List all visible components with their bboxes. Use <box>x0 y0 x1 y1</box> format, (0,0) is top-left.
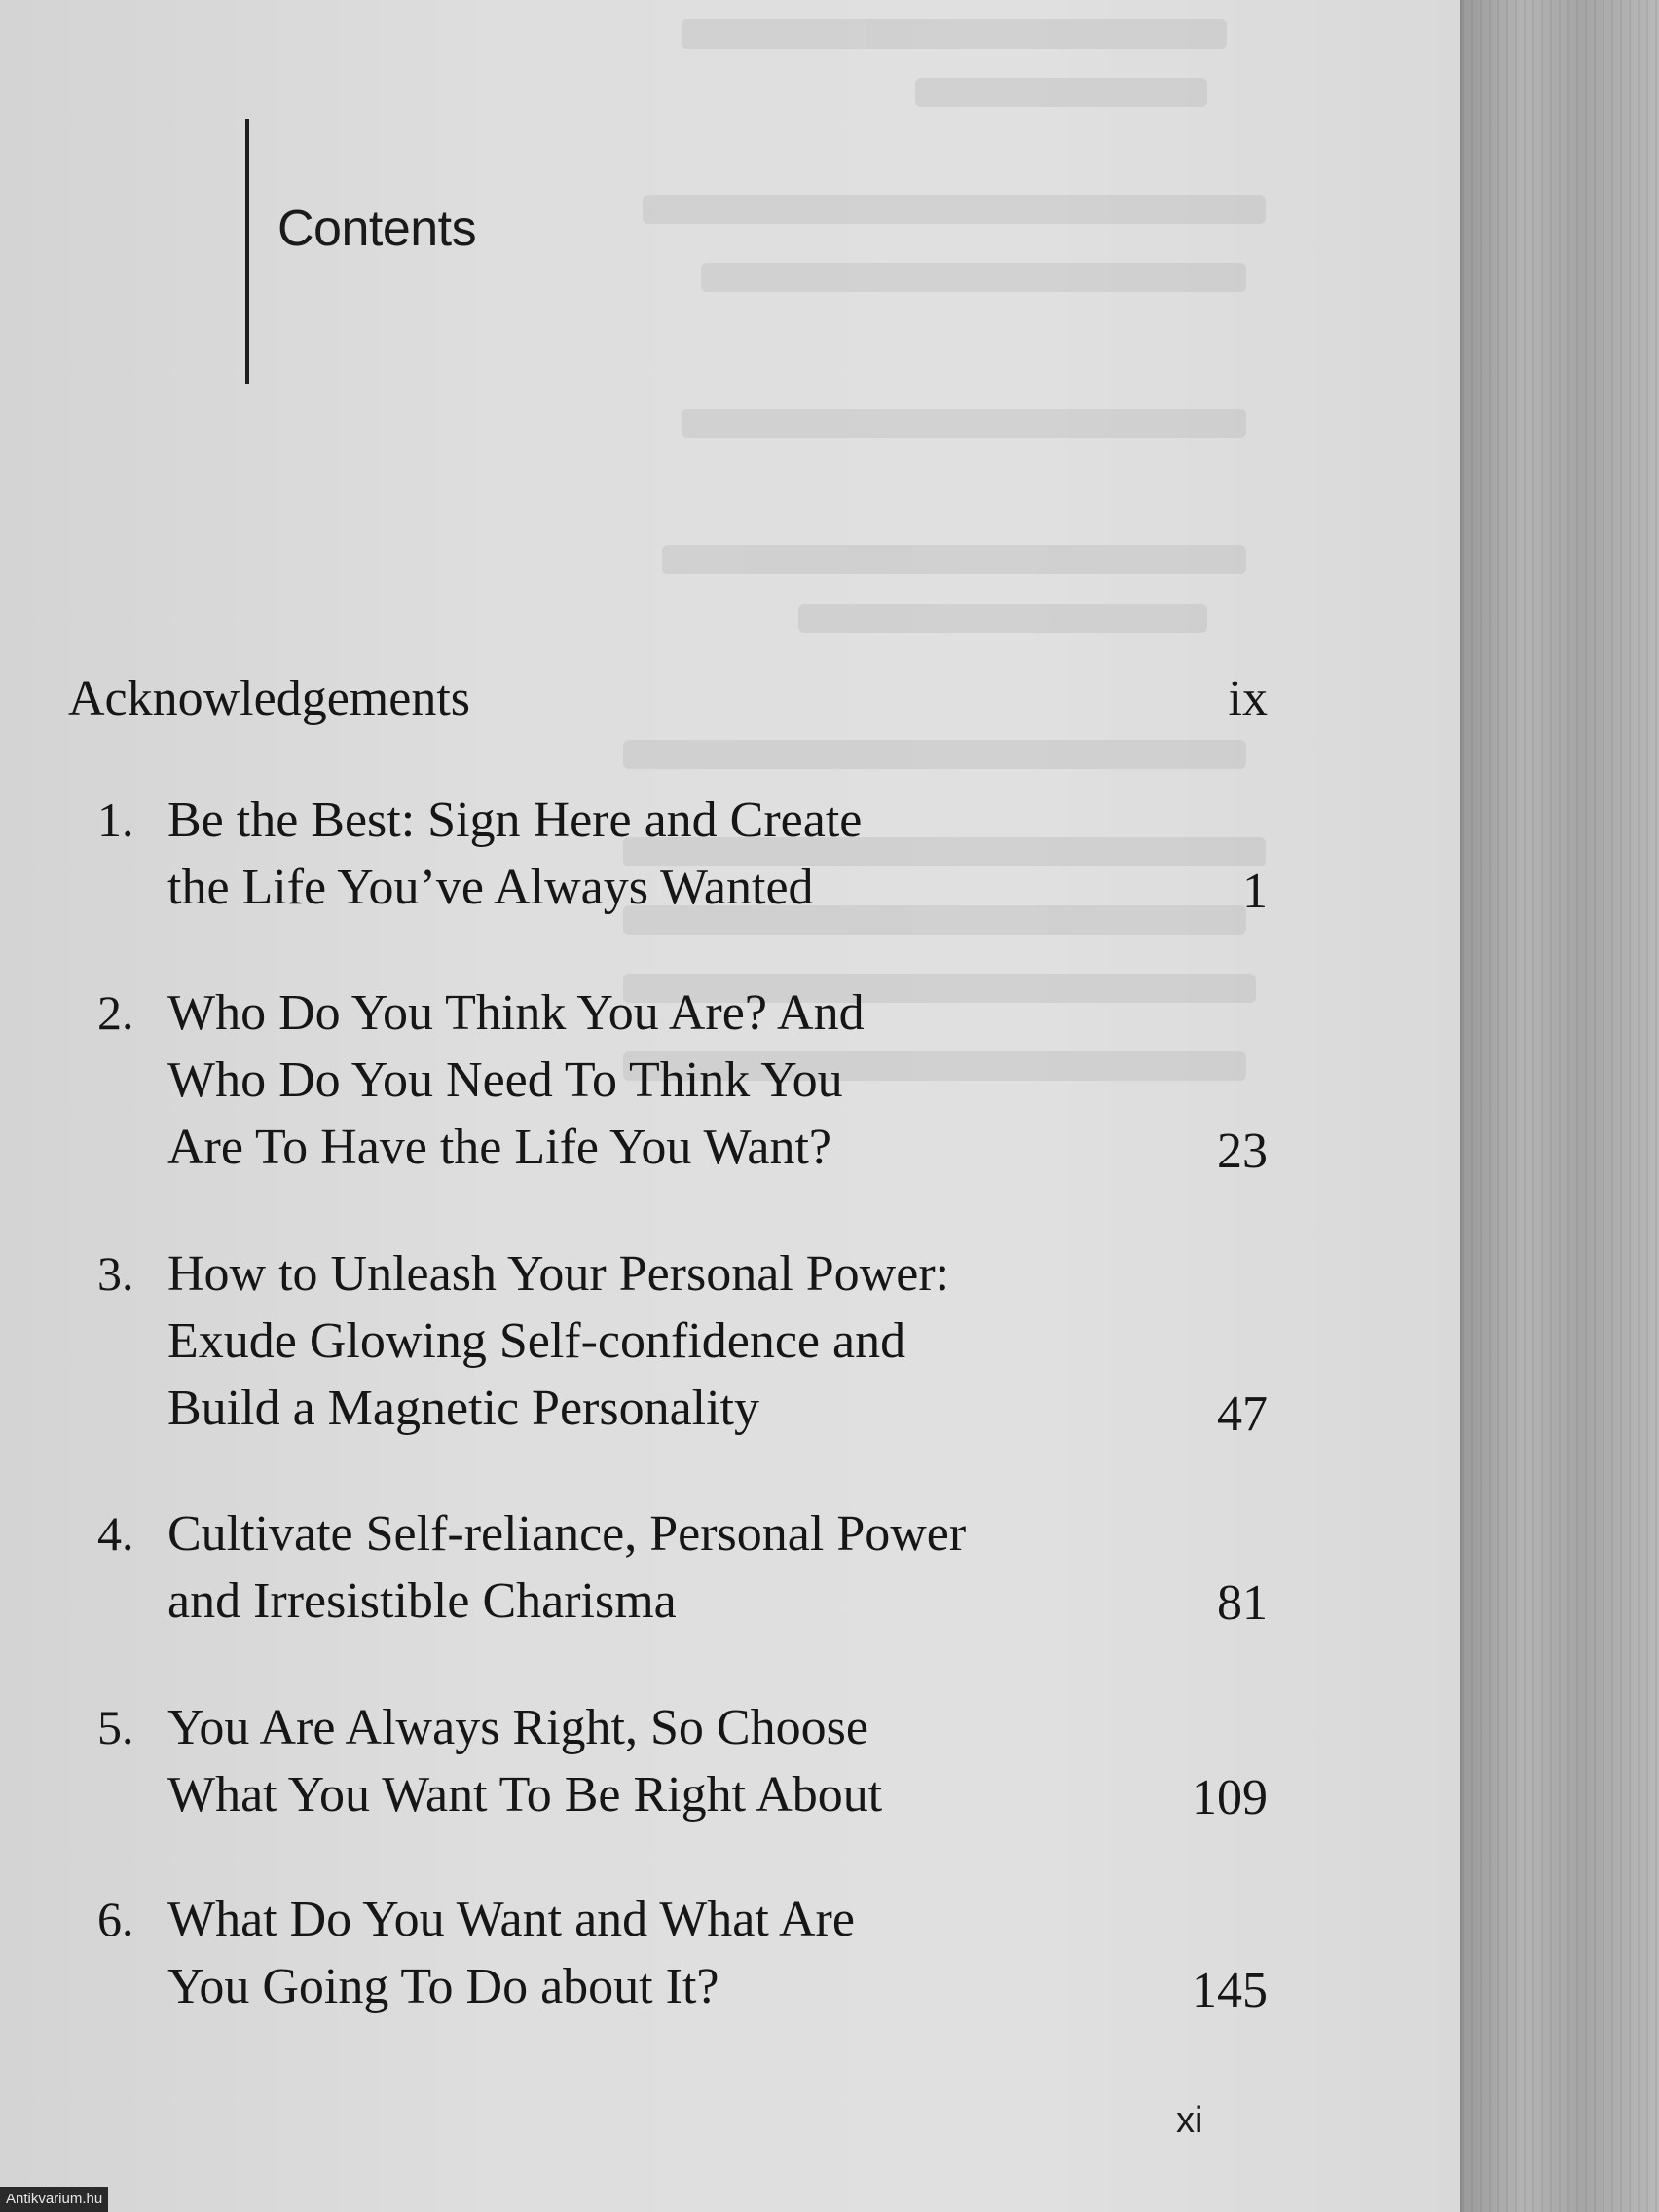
toc-chapter-2-line-3: Are To Have the Life You Want? <box>167 1120 831 1175</box>
toc-entry-acknowledgements-page: ix <box>1228 671 1268 726</box>
toc-chapter-6-line-1: What Do You Want and What Are <box>167 1892 855 1947</box>
book-spine-edge <box>1460 0 1659 2212</box>
toc-chapter-5-line-1: You Are Always Right, So Choose <box>167 1700 868 1755</box>
toc-chapter-3-line-3: Build a Magnetic Personality <box>167 1381 760 1436</box>
toc-chapter-2-number: 2. <box>97 985 134 1040</box>
page-number: xi <box>1176 2100 1203 2141</box>
toc-entry-acknowledgements-title: Acknowledgements <box>68 671 471 726</box>
toc-chapter-5-number: 5. <box>97 1700 134 1754</box>
toc-chapter-3-line-2: Exude Glowing Self-confidence and <box>167 1313 906 1369</box>
toc-chapter-2-line-2: Who Do You Need To Think You <box>167 1052 843 1108</box>
toc-chapter-4-number: 4. <box>97 1506 134 1561</box>
toc-chapter-6-number: 6. <box>97 1892 134 1946</box>
toc-chapter-1-number: 1. <box>97 793 134 847</box>
toc-chapter-3-line-1: How to Unleash Your Personal Power: <box>167 1246 950 1302</box>
toc-chapter-2-line-1: Who Do You Think You Are? And <box>167 985 865 1041</box>
toc-chapter-1-page: 1 <box>1242 864 1268 919</box>
toc-chapter-3-page: 47 <box>1217 1386 1268 1442</box>
toc-chapter-3-number: 3. <box>97 1246 134 1301</box>
watermark: Antikvarium.hu <box>0 2187 108 2212</box>
toc-chapter-5-page: 109 <box>1192 1770 1268 1825</box>
toc-chapter-1-line-1: Be the Best: Sign Here and Create <box>167 793 863 848</box>
toc-chapter-2-page: 23 <box>1217 1124 1268 1179</box>
heading-rule <box>245 119 249 384</box>
toc-chapter-6-page: 145 <box>1192 1963 1268 2018</box>
toc-chapter-1-line-2: the Life You’ve Always Wanted <box>167 860 814 915</box>
toc-chapter-4-line-2: and Irresistible Charisma <box>167 1573 677 1629</box>
page-title: Contents <box>277 201 477 257</box>
toc-chapter-4-page: 81 <box>1217 1575 1268 1631</box>
toc-chapter-5-line-2: What You Want To Be Right About <box>167 1767 883 1823</box>
toc-chapter-4-line-1: Cultivate Self-reliance, Personal Power <box>167 1506 967 1562</box>
toc-chapter-6-line-2: You Going To Do about It? <box>167 1959 719 2014</box>
